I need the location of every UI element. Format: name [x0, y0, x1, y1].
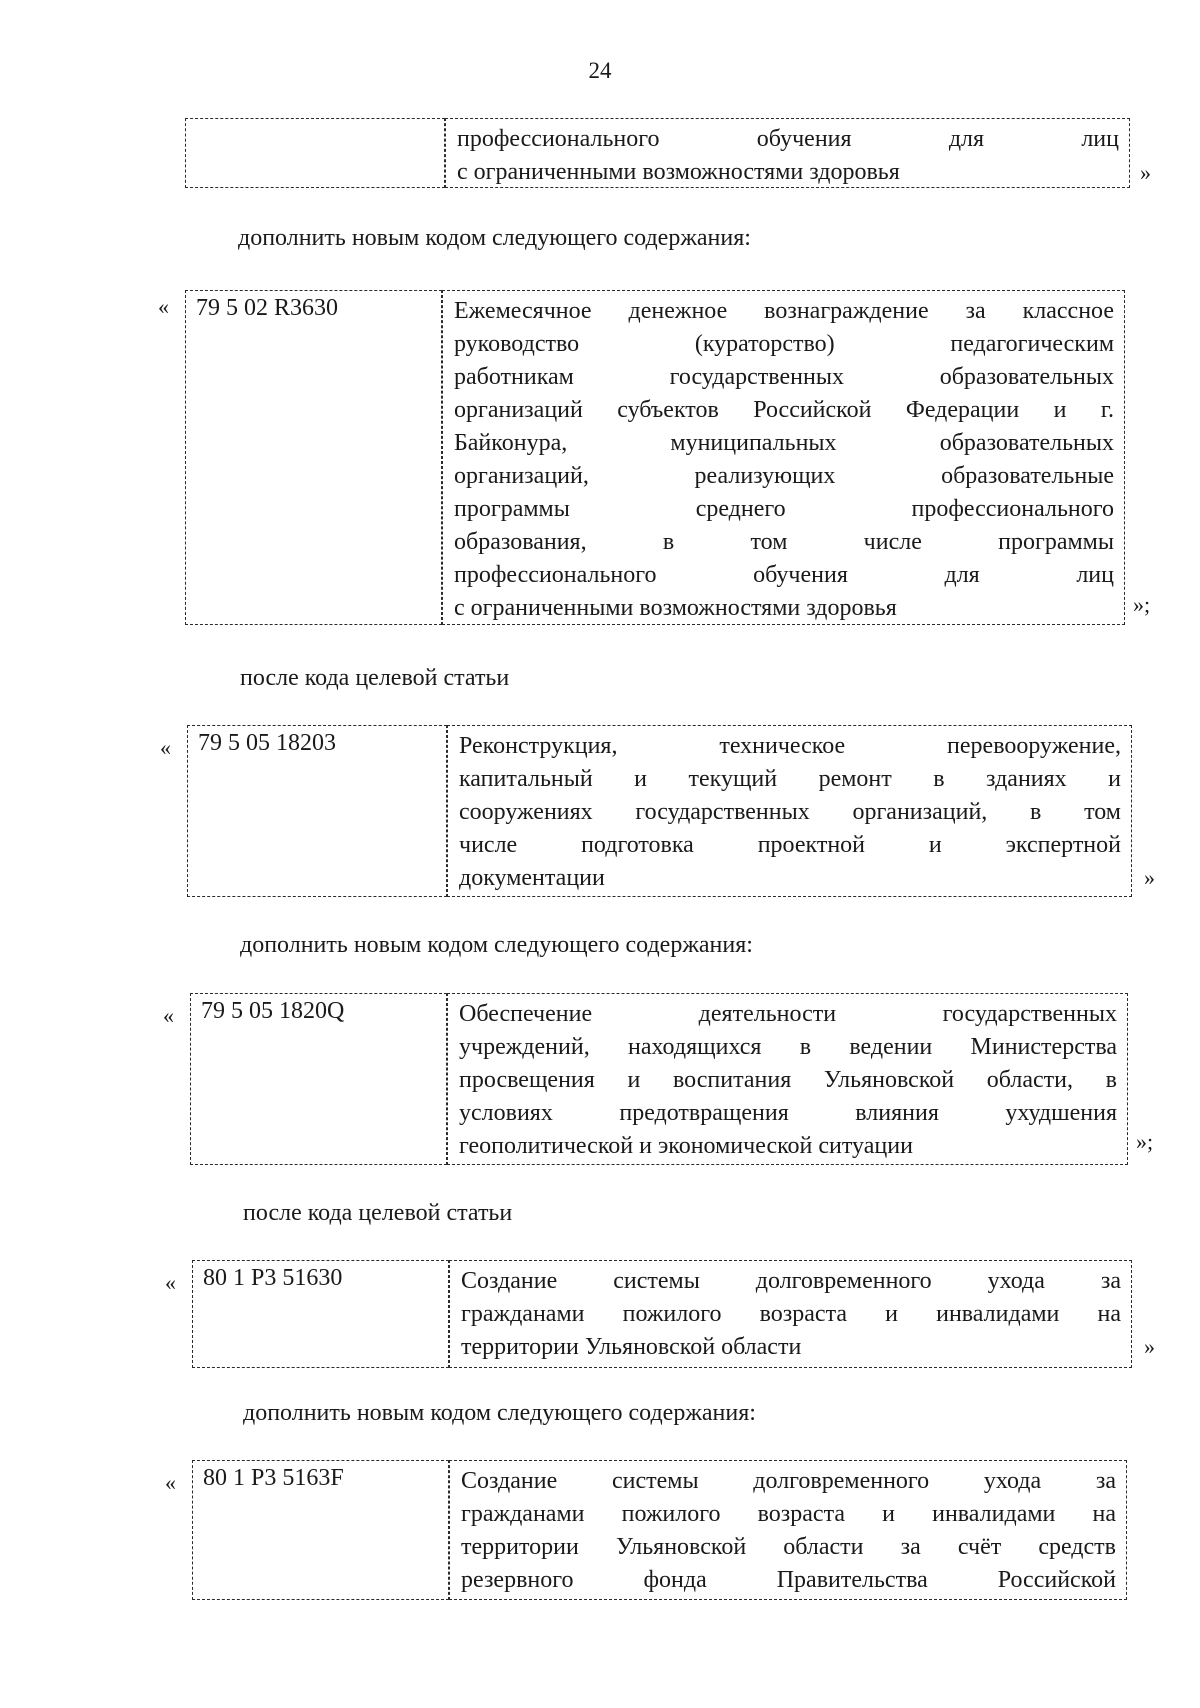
- description-line: геополитической и экономической ситуации: [459, 1133, 913, 1159]
- closing-quote: »: [1144, 1334, 1155, 1359]
- opening-quote: «: [158, 294, 169, 319]
- code-cell: 80 1 Р3 51630: [192, 1260, 449, 1368]
- description-cell: [449, 1460, 1127, 1600]
- table-row: [165, 1460, 1127, 1600]
- description-line: профессионального обучения для лиц: [454, 562, 1114, 588]
- opening-quote: «: [165, 1470, 176, 1495]
- description-line: организаций, реализующих образовательные: [454, 463, 1114, 489]
- instruction-paragraph: дополнить новым кодом следующего содержания:: [238, 225, 751, 251]
- description-line: числе подготовка проектной и экспертной: [459, 832, 1121, 858]
- opening-quote: «: [165, 1270, 176, 1295]
- description-line: просвещения и воспитания Ульяновской области, в: [459, 1067, 1117, 1093]
- description-line: работникам государственных образовательных: [454, 364, 1114, 390]
- description-line: Обеспечение деятельности государственных: [459, 1001, 1117, 1027]
- instruction-paragraph: дополнить новым кодом следующего содержания:: [240, 932, 753, 958]
- description-cell: [445, 118, 1130, 188]
- description-line: капитальный и текущий ремонт в зданиях и: [459, 766, 1121, 792]
- instruction-paragraph: после кода целевой статьи: [240, 665, 510, 691]
- closing-quote: »: [1144, 865, 1155, 890]
- description-line: территории Ульяновской области: [461, 1334, 802, 1360]
- description-line: с ограниченными возможностями здоровья: [454, 595, 897, 621]
- code-cell: 79 5 05 18203: [187, 725, 447, 897]
- description-line: профессионального обучения для лиц: [457, 126, 1119, 152]
- description-line: Создание системы долговременного ухода за: [461, 1468, 1116, 1494]
- description-line: условиях предотвращения влияния ухудшения: [459, 1100, 1117, 1126]
- code-cell: [185, 118, 445, 188]
- description-line: учреждений, находящихся в ведении Министерства: [459, 1034, 1117, 1060]
- description-line: гражданами пожилого возраста и инвалидами на: [461, 1301, 1121, 1327]
- description-cell: [447, 725, 1132, 897]
- opening-quote: «: [160, 735, 171, 760]
- description-cell: [447, 993, 1128, 1165]
- closing-quote: »;: [1133, 592, 1151, 617]
- description-line: территории Ульяновской области за счёт средств: [461, 1534, 1116, 1560]
- table-row: [163, 993, 1154, 1165]
- description-line: документации: [459, 865, 605, 891]
- closing-quote: »: [1140, 160, 1151, 185]
- description-line: резервного фонда Правительства Российской: [461, 1567, 1116, 1593]
- description-line: сооружениях государственных организаций, в том: [459, 799, 1121, 825]
- description-line: образования, в том числе программы: [454, 529, 1114, 555]
- description-line: программы среднего профессионального: [454, 496, 1114, 522]
- description-line: Реконструкция, техническое перевооружение,: [459, 733, 1121, 759]
- closing-quote: »;: [1136, 1129, 1154, 1154]
- description-cell: [449, 1260, 1132, 1368]
- description-line: организаций субъектов Российской Федерации и г.: [454, 397, 1114, 423]
- table-row: [185, 118, 1151, 188]
- description-line: Байконура, муниципальных образовательных: [454, 430, 1114, 456]
- table-row: [165, 1260, 1155, 1368]
- code-cell: 79 5 02 R3630: [185, 290, 442, 625]
- description-line: гражданами пожилого возраста и инвалидами на: [461, 1501, 1116, 1527]
- description-cell: [442, 290, 1125, 625]
- code-cell: 80 1 Р3 5163F: [192, 1460, 449, 1600]
- opening-quote: «: [163, 1003, 174, 1028]
- description-line: Ежемесячное денежное вознаграждение за классное: [454, 298, 1114, 324]
- page-number: 24: [588, 58, 612, 83]
- instruction-paragraph: дополнить новым кодом следующего содержания:: [243, 1400, 756, 1426]
- description-line: Создание системы долговременного ухода за: [461, 1268, 1121, 1294]
- table-row: [160, 725, 1155, 897]
- code-cell: 79 5 05 1820Q: [190, 993, 447, 1165]
- description-line: руководство (кураторство) педагогическим: [454, 331, 1114, 357]
- description-line: с ограниченными возможностями здоровья: [457, 159, 900, 185]
- table-row: [158, 290, 1151, 625]
- instruction-paragraph: после кода целевой статьи: [243, 1200, 513, 1226]
